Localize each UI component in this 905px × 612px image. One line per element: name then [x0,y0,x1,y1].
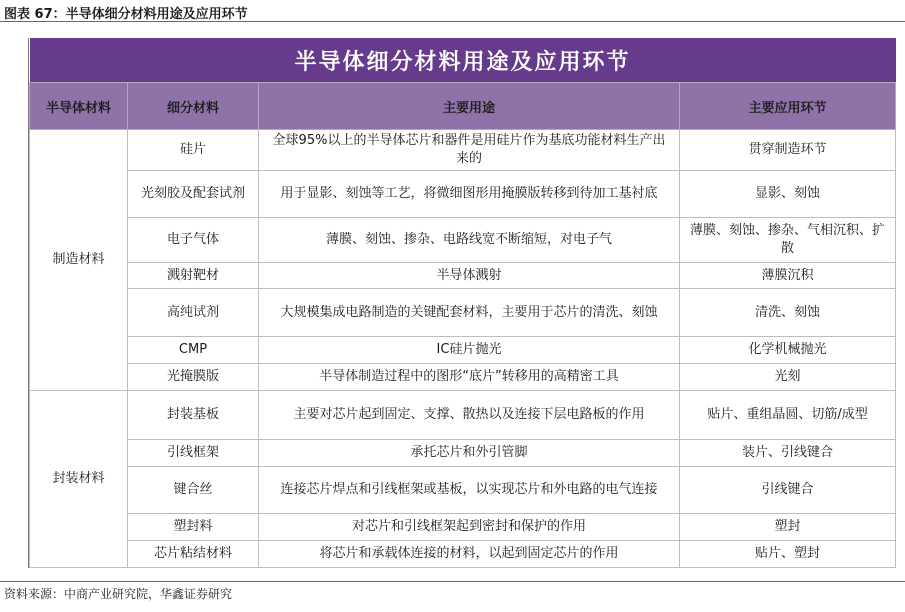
table-row [30,337,896,364]
stage-cell: 贯穿制造环节 [680,130,896,171]
stage-cell: 装片、引线键合 [680,440,896,467]
material-cell: 键合丝 [128,467,259,514]
material-cell: 光掩膜版 [128,364,259,391]
usage-cell: 半导体制造过程中的图形“底片”转移用的高精密工具 [259,364,680,391]
table-row [30,218,896,263]
material-cell: 电子气体 [128,218,259,263]
material-cell: 溅射靶材 [128,263,259,289]
stage-cell: 清洗、刻蚀 [680,289,896,337]
table-row [30,541,896,568]
footer-divider [0,581,905,582]
table-row [30,289,896,337]
stage-cell: 薄膜沉积 [680,263,896,289]
stage-cell: 引线键合 [680,467,896,514]
table-row [30,171,896,218]
usage-cell: IC硅片抛光 [259,337,680,364]
usage-cell: 用于显影、刻蚀等工艺，将微细图形用掩膜版转移到待加工基衬底 [259,171,680,218]
usage-cell: 承托芯片和外引管脚 [259,440,680,467]
stage-cell: 塑封 [680,514,896,541]
usage-cell: 连接芯片焊点和引线框架或基板，以实现芯片和外电路的电气连接 [259,467,680,514]
table-row [30,391,896,440]
usage-cell: 主要对芯片起到固定、支撑、散热以及连接下层电路板的作用 [259,391,680,440]
table-row [30,364,896,391]
table-title: 半导体细分材料用途及应用环节 [30,38,896,83]
stage-cell: 化学机械抛光 [680,337,896,364]
materials-table-container [28,38,896,568]
source-note: 资料来源：中商产业研究院，华鑫证券研究 [4,587,233,601]
material-cell: 硅片 [128,130,259,171]
table-row [30,440,896,467]
usage-cell: 将芯片和承载体连接的材料，以起到固定芯片的作用 [259,541,680,568]
material-cell: 引线框架 [128,440,259,467]
table-row [30,130,896,171]
usage-cell: 大规模集成电路制造的关键配套材料，主要用于芯片的清洗、刻蚀 [259,289,680,337]
stage-cell: 光刻 [680,364,896,391]
stage-cell: 贴片、塑封 [680,541,896,568]
category-manufacturing: 制造材料 [30,130,128,391]
header-application-stage: 主要应用环节 [680,83,896,130]
material-cell: 封装基板 [128,391,259,440]
stage-cell: 贴片、重组晶圆、切筋/成型 [680,391,896,440]
materials-table [29,38,896,568]
material-cell: CMP [128,337,259,364]
usage-cell: 薄膜、刻蚀、掺杂、电路线宽不断缩短，对电子气 [259,218,680,263]
header-main-usage: 主要用途 [259,83,680,130]
usage-cell: 全球95%以上的半导体芯片和器件是用硅片作为基底功能材料生产出来的 [259,130,680,171]
usage-cell: 半导体溅射 [259,263,680,289]
stage-cell: 显影、刻蚀 [680,171,896,218]
usage-cell: 对芯片和引线框架起到密封和保护的作用 [259,514,680,541]
header-sub-material: 细分材料 [128,83,259,130]
caption-divider [0,21,905,22]
table-row [30,263,896,289]
category-packaging: 封装材料 [30,391,128,568]
header-semiconductor-material: 半导体材料 [30,83,128,130]
material-cell: 塑封料 [128,514,259,541]
figure-caption: 图表 67：半导体细分材料用途及应用环节 [4,7,248,22]
material-cell: 光刻胶及配套试剂 [128,171,259,218]
stage-cell: 薄膜、刻蚀、掺杂、气相沉积、扩散 [680,218,896,263]
material-cell: 芯片粘结材料 [128,541,259,568]
table-row [30,467,896,514]
material-cell: 高纯试剂 [128,289,259,337]
table-row [30,514,896,541]
